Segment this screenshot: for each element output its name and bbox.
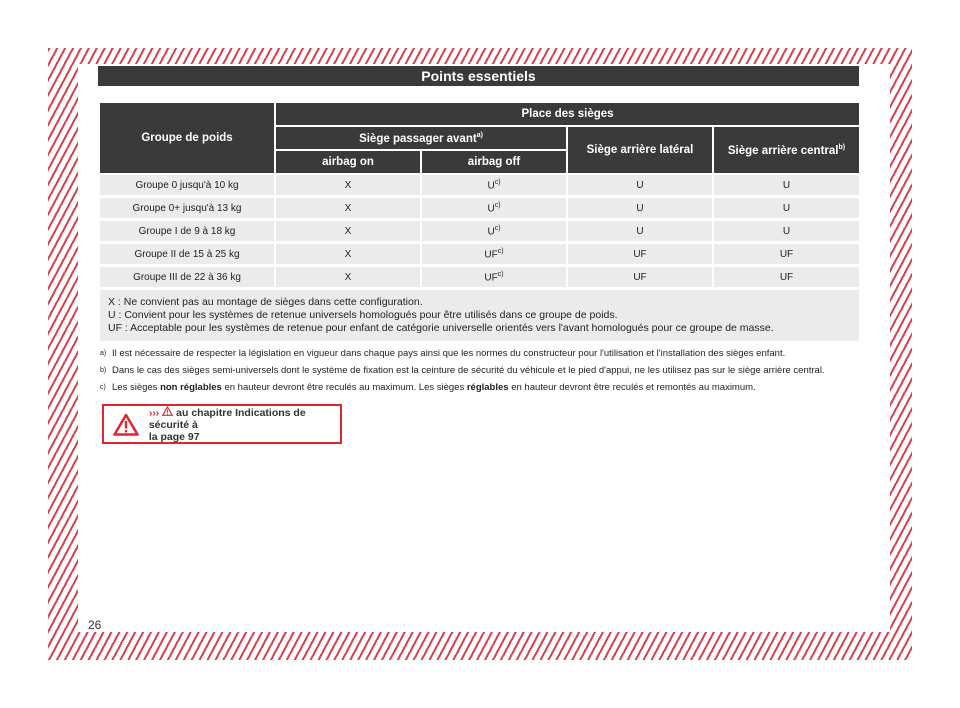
- safety-warning-box: [102, 404, 342, 444]
- cell-airbag-off: $U^{c)}$: [421, 174, 567, 197]
- cell-airbag-off: $U^{c)}$: [421, 197, 567, 220]
- header-rear-side: Siège arrière latéral: [567, 126, 713, 174]
- cell-rear-side: U: [567, 197, 713, 220]
- cell-airbag-off: UF$^{c)}$: [421, 243, 567, 266]
- cell-rear-center: UF: [713, 266, 860, 289]
- warning-reference-link[interactable]: ››› au chapitre Indications de sécurité à la page 97: [148, 406, 306, 443]
- legend-x: X : Ne convient pas au montage de sièges dans cette configuration.: [108, 296, 423, 308]
- table-row: [99, 266, 860, 289]
- cell-rear-center: U: [713, 220, 860, 243]
- legend-uf: UF : Acceptable pour les systèmes de retenue pour enfant de catégorie universelle orientés vers l'avant homologués pour ce groupe de masse.: [108, 322, 774, 334]
- cell-rear-center: U: [713, 197, 860, 220]
- cell-group: Groupe II de 15 à 25 kg: [99, 243, 275, 266]
- table-row: [99, 243, 860, 266]
- warning-triangle-icon: [104, 413, 149, 436]
- small-warning-icon: [162, 407, 173, 419]
- page-number: 26: [88, 618, 102, 632]
- cell-airbag-on: X: [275, 220, 421, 243]
- cell-airbag-off: $U^{c)}$: [421, 220, 567, 243]
- table-row: [99, 220, 860, 243]
- cell-airbag-on: X: [275, 266, 421, 289]
- table-legend: [99, 289, 860, 343]
- table-row: [99, 197, 860, 220]
- cell-airbag-on: X: [275, 243, 421, 266]
- table-row: [99, 174, 860, 197]
- cell-group: Groupe I de 9 à 18 kg: [99, 220, 275, 243]
- cell-rear-side: UF: [567, 243, 713, 266]
- legend-u: U : Convient pour les systèmes de retenue universels homologués pour être utilisés dans ce groupe de poids.: [108, 309, 618, 321]
- header-seat-places: Place des sièges: [275, 102, 860, 126]
- cell-group: Groupe 0+ jusqu'à 13 kg: [99, 197, 275, 220]
- cell-group: Groupe 0 jusqu'à 10 kg: [99, 174, 275, 197]
- header-airbag-off: airbag off: [421, 150, 567, 174]
- footnote-c: c) Les sièges non réglables en hauteur devront être reculés au maximum. Les sièges réglables en hauteur devront être reculés et remontés au maximum.: [100, 382, 756, 393]
- header-front-passenger: Siège passager avant$^{a)}$: [275, 126, 567, 150]
- cell-airbag-on: X: [275, 197, 421, 220]
- page: [78, 64, 890, 632]
- chevrons-icon: ›››: [148, 406, 160, 419]
- header-airbag-on: airbag on: [275, 150, 421, 174]
- footnotes: [100, 348, 870, 399]
- cell-rear-center: U: [713, 174, 860, 197]
- footnote-b: b) Dans le cas des sièges semi-universels dont le système de fixation est la ceinture de sécurité du véhicule et le pied d'appui, ne les utilisez pas sur le siège arrière central.: [100, 365, 825, 376]
- cell-rear-side: U: [567, 174, 713, 197]
- header-weight-group: Groupe de poids: [99, 102, 275, 174]
- cell-rear-side: U: [567, 220, 713, 243]
- cell-airbag-on: X: [275, 174, 421, 197]
- cell-group: Groupe III de 22 à 36 kg: [99, 266, 275, 289]
- cell-rear-side: UF: [567, 266, 713, 289]
- page-title: Points essentiels: [98, 66, 859, 86]
- header-rear-center: Siège arrière central$^{b)}$: [713, 126, 860, 174]
- footnote-a: a) Il est nécessaire de respecter la législation en vigueur dans chaque pays ainsi que les normes du constructeur pour l'utilisation et l'installation des sièges enfant.: [100, 348, 786, 359]
- cell-rear-center: UF: [713, 243, 860, 266]
- cell-airbag-off: UF$^{c)}$: [421, 266, 567, 289]
- child-seat-table: [98, 101, 861, 344]
